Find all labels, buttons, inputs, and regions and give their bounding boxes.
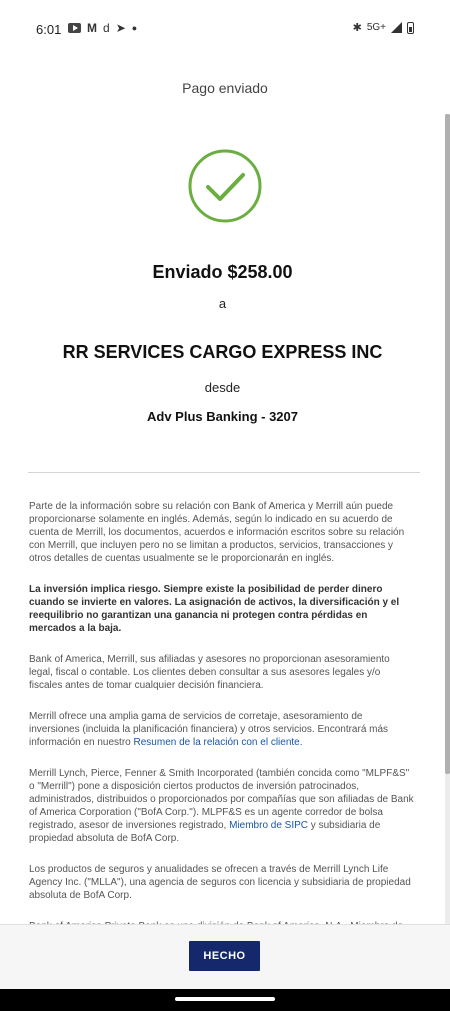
to-label: a [218, 296, 227, 311]
divider [28, 472, 420, 473]
done-button[interactable]: HECHO [189, 941, 260, 971]
disclosure-investment-risk: La inversión implica riesgo. Siempre existe la posibilidad de perder dinero cuando se invierte en valores. La asignación de activos, la diversificación y el reequilibrio no garantizan una ganancia ni protegen contra pérdidas en mercados a la baja. [29, 584, 400, 634]
disclosure-language: Parte de la información sobre su relación con Bank of America y Merrill aún puede proporcionarse solamente en inglés. Además, según lo indicado en su acuerdo de cuenta de Merrill, los documentos, acuerdos e información escritos sobre su relación con Merrill, que incluyen pero no se limitan a productos, servicios, transacciones y otros detalles de cuentas usualmente se le proporcionarán en inglés. [29, 501, 405, 564]
status-time: 6:01 [36, 22, 62, 37]
relationship-summary-link[interactable]: Resumen de la relación con el cliente. [133, 737, 303, 748]
disclosure-mlpfs [29, 767, 415, 845]
system-nav-bar [0, 989, 450, 1011]
from-label: desde [204, 380, 241, 395]
disclosure-services-text: Merrill ofrece una amplia gama de servicios de corretaje, asesoramiento de inversiones (incluida la planificación financiera) y otros servicios. Encontrará más información en nuestro [29, 711, 389, 748]
dot-icon: ● [131, 23, 138, 33]
disclosure-services [29, 710, 415, 749]
status-bar [0, 0, 450, 58]
youtube-icon [68, 23, 81, 33]
sent-amount: Enviado $258.00 [152, 262, 293, 282]
d-app-icon: d [103, 21, 110, 35]
gmail-icon: M [87, 21, 97, 35]
check-circle-icon [187, 148, 263, 224]
sipc-member-link[interactable]: Miembro de SIPC [229, 820, 309, 831]
page-title: Pago enviado [182, 80, 268, 96]
disclosure-legal-advice: Bank of America, Merrill, sus afiliadas y asesores no proporcionan asesoramiento legal, fiscal o contable. Los clientes deben consultar a sus asesores legales y/o fiscales antes de tomar cualquier decisión financiera. [29, 654, 390, 691]
network-label: 5G+ [366, 22, 386, 33]
app-header [0, 58, 450, 114]
compass-icon: ➤ [115, 21, 126, 35]
disclosure-insurance: Los productos de seguros y anualidades se ofrecen a través de Merrill Lynch Life Agency Inc. ("MLLA"), una agencia de seguros con licencia y subsidiaria de propiedad absoluta de BofA Corp. [29, 864, 411, 901]
bluetooth-icon: ✱ [352, 22, 362, 34]
battery-icon [407, 22, 414, 34]
disclosures [29, 500, 415, 951]
disclosure-mlpfs-text: Merrill Lynch, Pierce, Fenner & Smith Incorporated (también concida como "MLPF&S" o "Merrill") pone a disposición ciertos productos de inversión patrocinados, administrados, distribuidos o proporcionados por compañías que son afiliadas de Bank of America Corporation ("BofA Corp."). MLPF&S es un agente corredor de bolsa registrado, asesor de inversiones registrado, [29, 768, 414, 831]
footer [0, 924, 450, 989]
home-indicator[interactable] [175, 997, 275, 1001]
signal-icon [391, 22, 402, 33]
payee-name: RR SERVICES CARGO EXPRESS INC [62, 342, 383, 362]
disclosure-mlpfs-tail: y subsidiaria de propiedad absoluta de BofA Corp. [29, 820, 381, 844]
notification-icons [68, 21, 137, 35]
confirmation-content[interactable] [0, 114, 445, 924]
scrollbar-thumb[interactable] [445, 114, 450, 774]
source-account: Adv Plus Banking - 3207 [147, 409, 298, 424]
status-right-icons [353, 21, 414, 34]
